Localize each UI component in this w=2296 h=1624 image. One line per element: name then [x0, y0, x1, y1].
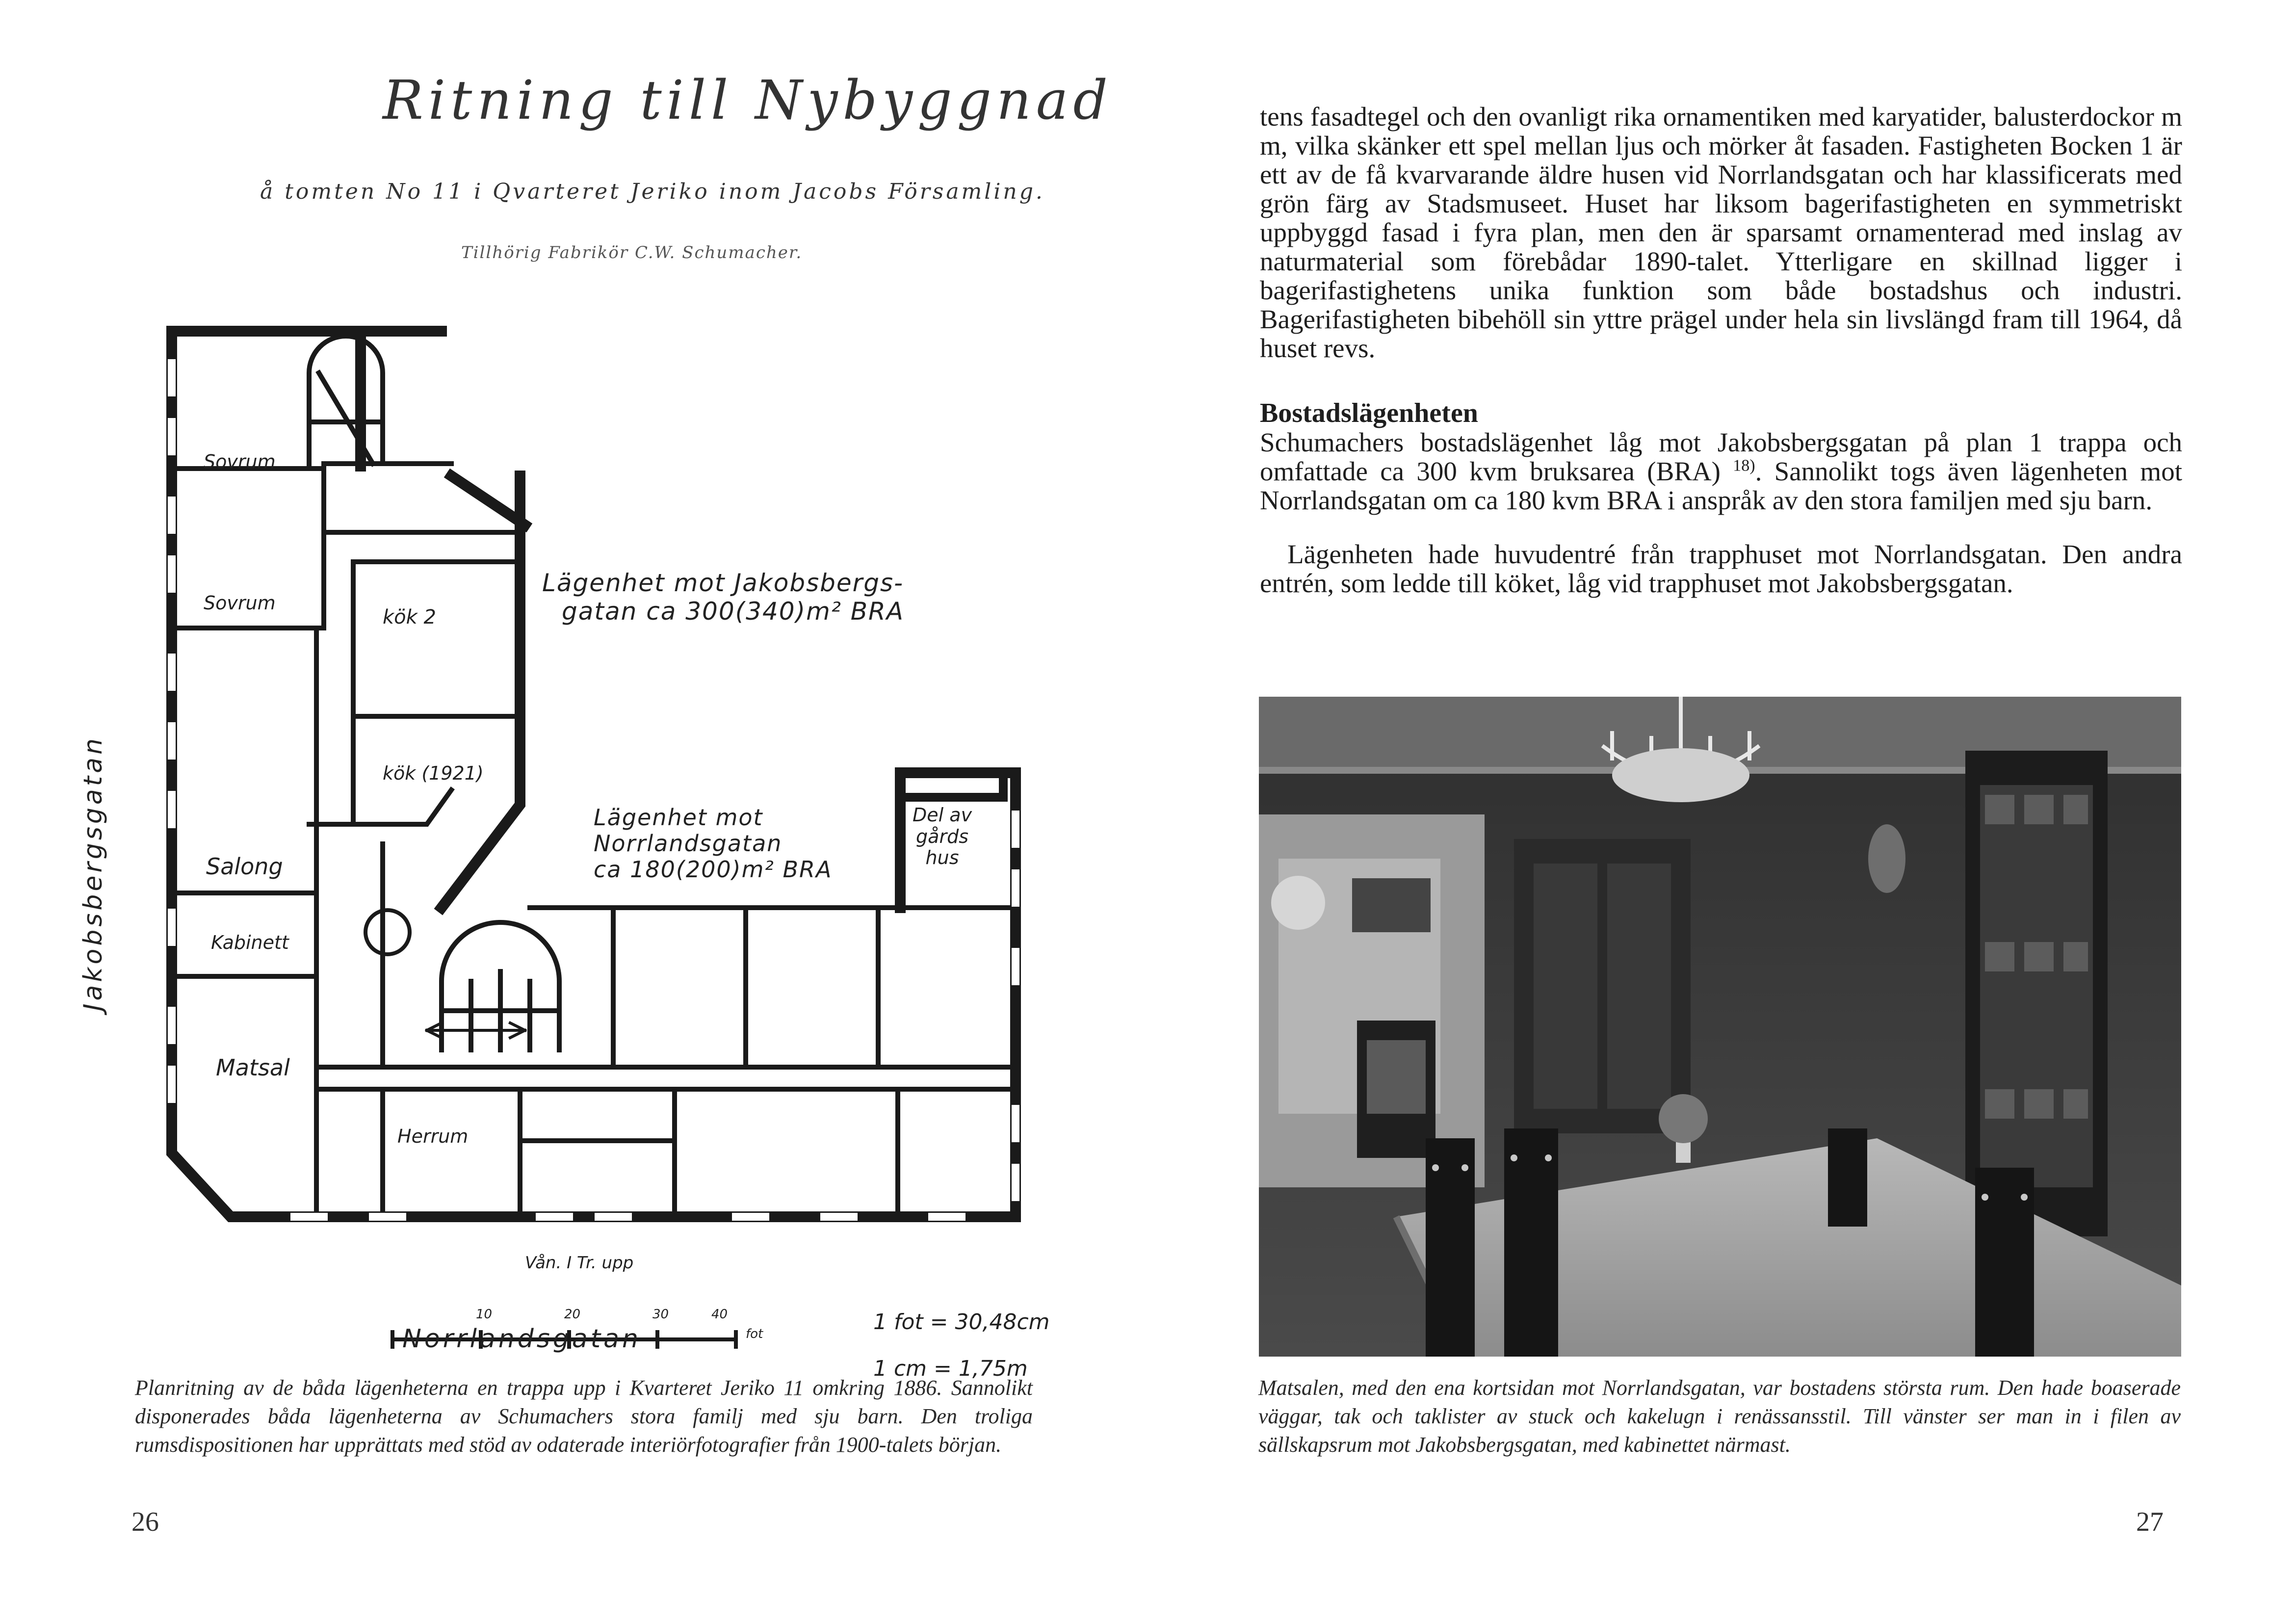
room-sovrum-1: Sovrum — [204, 451, 276, 472]
paragraph-2: Schumachers bostadslägenhet låg mot Jakobsbergsgatan på plan 1 trappa och omfattade ca 300 kvm bruksarea (BRA) $^{18)}$. Sannolikt togs även lägenheten mot Norrlandsgatan om ca 180 kvm BRA i anspråk av den stora familjen med sju barn. — [1260, 427, 2182, 515]
annotation-jakobsbergsgatan-apartment: Lägenhet mot Jakobsbergs- gatan ca 300(340)m² BRA — [542, 569, 905, 626]
scale-unit: fot — [746, 1327, 763, 1341]
scale-cm: 1 cm = 1,75m — [873, 1356, 1028, 1381]
floor-plan — [78, 49, 1128, 1381]
outer-wall — [172, 331, 1016, 1217]
floor-plan-drawing — [98, 49, 1128, 1349]
plan-title: Ritning till Nybyggnad — [383, 69, 1113, 131]
plan-caption: Planritning av de båda lägenheterna en trappa upp i Kvarteret Jeriko 11 omkring 1886. Sannolikt disponerades båda lägenheterna av Schumachers stora familj med sju barn. Den troliga rumsdispositionen har upprättats med stöd av odaterade interiörfotografier från 1900-talets början. — [135, 1376, 1033, 1457]
room-sovrum-2: Sovrum — [204, 592, 276, 614]
room-herrum: Herrum — [397, 1126, 469, 1147]
section-heading: Bostadslägenheten — [1260, 398, 1478, 428]
photo-caption: Matsalen, med den ena kortsidan mot Norrlandsgatan, var bostadens största rum. Den hade boaserade väggar, tak och taklister av stuck och kakelugn i renässansstil. Till vänster ser man in i filen av sällskapsrum mot Jakobsbergsgatan, med kabinettet närmast. — [1258, 1376, 2181, 1457]
annotation-norrlandsgatan-apartment: Lägenhet mot Norrlandsgatan ca 180(200)m² BRA — [594, 804, 833, 883]
plan-subtitle: å tomten No 11 i Qvarteret Jeriko inom Jacobs Församling. — [260, 179, 1045, 204]
wall-l-wing — [442, 476, 525, 908]
scale-tick-30: 30 — [652, 1307, 669, 1322]
scale-tick-10: 10 — [476, 1307, 493, 1322]
room-salong: Salong — [206, 853, 283, 880]
room-del-av-gardshus: Del av gårds hus — [913, 804, 972, 869]
room-kok-2: kök 2 — [383, 606, 436, 629]
right-page — [1148, 0, 2296, 1624]
floor-label: Vån. I Tr. upp — [525, 1253, 634, 1273]
upper-stair — [309, 336, 383, 464]
room-kok-1921: kök (1921) — [383, 762, 484, 784]
street-norrlandsgatan: Norrlandsgatan — [402, 1324, 641, 1354]
spiral-stair — [365, 910, 410, 954]
paragraph-3: Lägenheten hade huvudentré från trapphuset mot Norrlandsgatan. Den andra entrén, som ledde till köket, låg vid trapphuset mot Jakobsbergsgatan. — [1260, 539, 2182, 598]
room-kabinett: Kabinett — [211, 932, 289, 953]
footnote-ref: 18) — [1733, 456, 1755, 475]
street-jakobsbergsgatan: Jakobsbergsgatan — [78, 735, 108, 1011]
room-matsal: Matsal — [216, 1054, 290, 1081]
scale-feet: 1 fot = 30,48cm — [873, 1310, 1050, 1335]
page-number-left: 26 — [131, 1507, 159, 1537]
scale-tick-40: 40 — [711, 1307, 728, 1322]
paragraph-1: tens fasadtegel och den ovanligt rika ornamentiken med karyatider, balusterdockor m m, vilka skänker ett spel mellan ljus och mörker åt fasaden. Fastigheten Bocken 1 är ett av de få kvarvarande äldre husen vid Norrlandsgatan och har klassificerats med grön färg av Stadsmuseet. Huset har liksom bagerifastigheten en symmetriskt uppbyggd fasad i fyra plan, men den är sparsamt ornamenterad med inslag av naturmaterial som förebådar 1890-talet. Ytterligare en skillnad ligger i bagerifastighetens unika funktion som både bostadshus och industri. Bagerifastigheten bibehöll sin yttre prägel under hela sin livslängd fram till 1964, då huset revs. — [1260, 102, 2182, 363]
page-number-right: 27 — [2136, 1507, 2164, 1537]
plan-owner-line: Tillhörig Fabrikör C.W. Schumacher. — [461, 243, 803, 262]
dining-room-photo — [1259, 697, 2181, 1357]
scale-tick-20: 20 — [564, 1307, 581, 1322]
